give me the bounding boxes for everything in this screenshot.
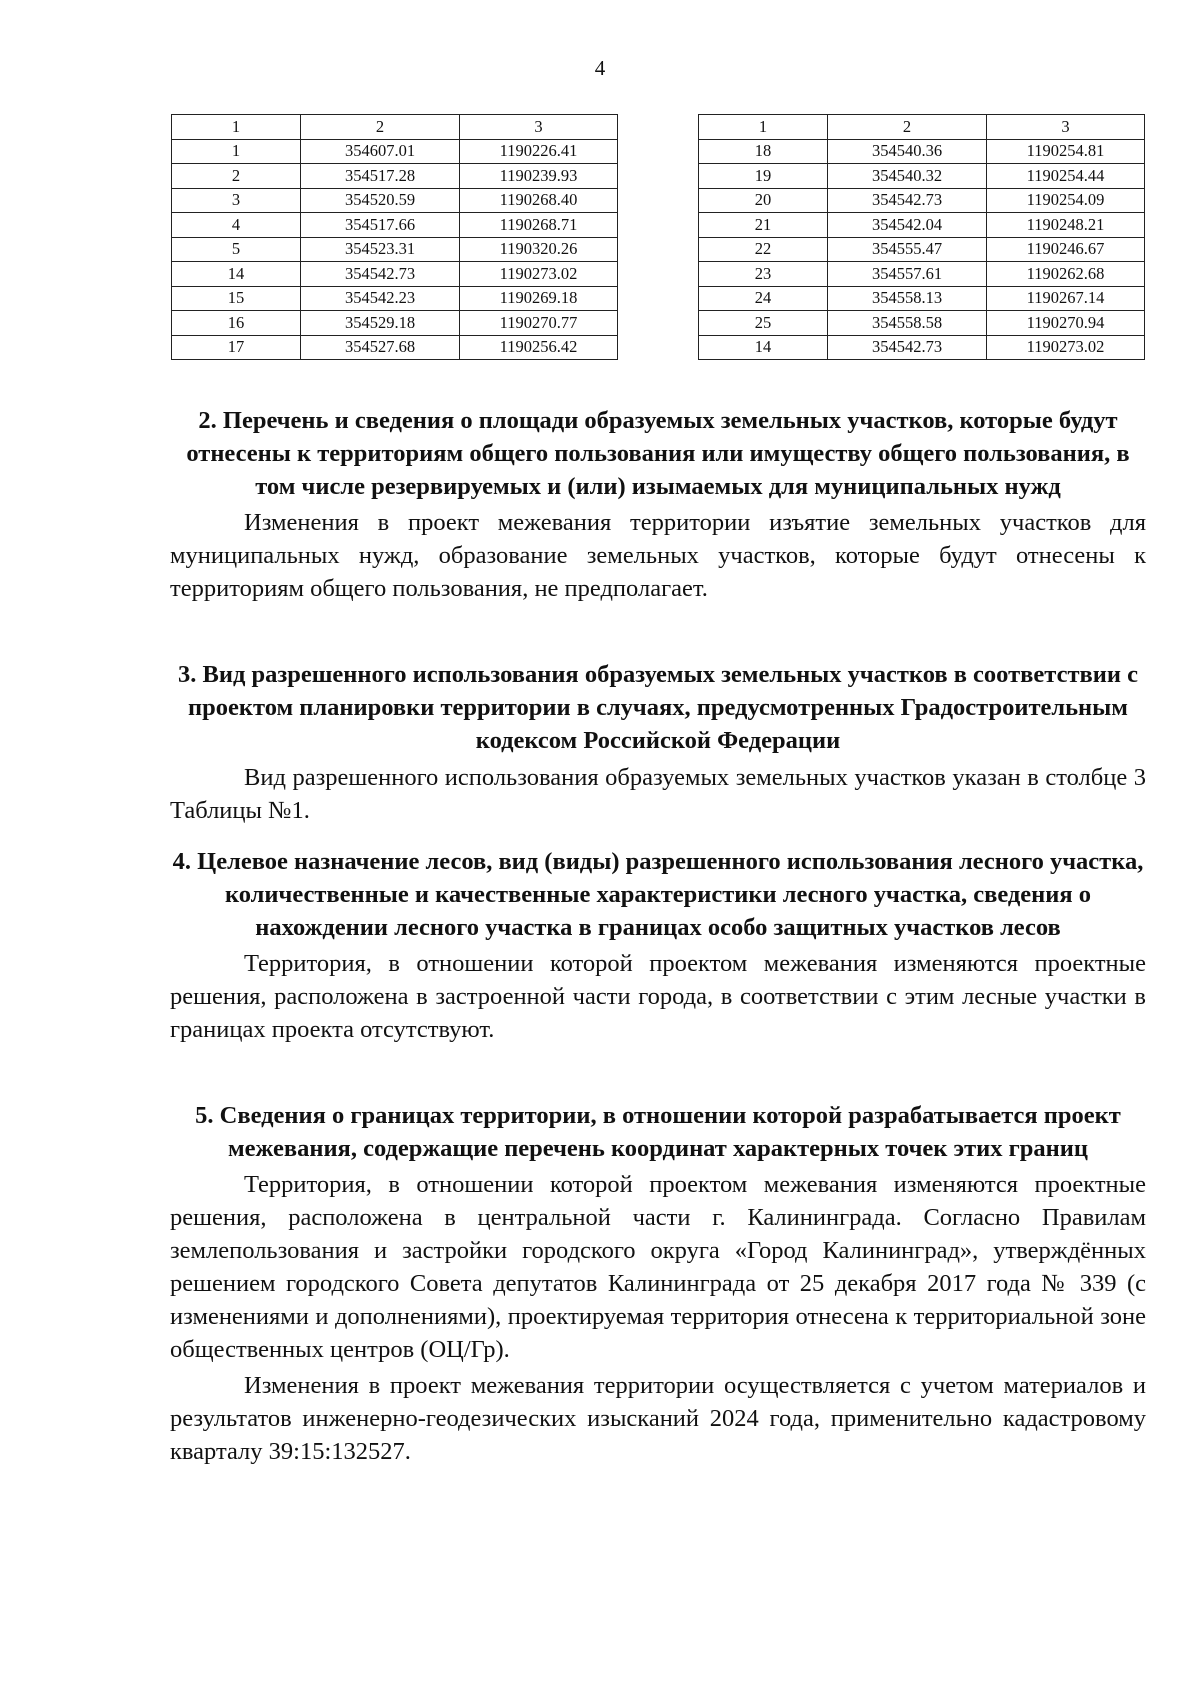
- point-number-cell: 20: [699, 188, 828, 213]
- point-number-cell: 24: [699, 286, 828, 311]
- point-number-cell: 17: [172, 335, 301, 360]
- section-4-paragraph-1: Территория, в отношении которой проектом межевания изменяются проектные решения, расположена в застроенной части города, в соответствии с этим лесные участки в границах проекта отсутствуют.: [170, 950, 1146, 1043]
- page-number: 4: [594, 56, 606, 80]
- point-number-cell: 25: [699, 311, 828, 336]
- point-number-cell: 2: [172, 164, 301, 189]
- section-5-paragraph-2: Изменения в проект межевания территории осуществляется с учетом материалов и результатов инженерно-геодезических изысканий 2024 года, применительно кадастровому кварталу 39:15:132527.: [170, 1372, 1146, 1465]
- x-coordinate-cell: 354542.73: [301, 262, 460, 287]
- section-4-title: 4. Целевое назначение лесов, вид (виды) разрешенного использования лесного участка, количественные и качественные характеристики лесного участка, сведения о нахождении лесного участка в границах особо защитных участков лесов: [172, 848, 1144, 941]
- table-left-body: [172, 115, 618, 360]
- y-coordinate-cell: 1190268.71: [460, 213, 618, 238]
- y-coordinate-cell: 1190254.81: [987, 139, 1145, 164]
- y-coordinate-cell: 1190254.09: [987, 188, 1145, 213]
- y-coordinate-cell: 1190273.02: [987, 335, 1145, 360]
- y-coordinate-cell: 1190273.02: [460, 262, 618, 287]
- y-coordinate-cell: 1190246.67: [987, 237, 1145, 262]
- table-row: [172, 335, 618, 360]
- x-coordinate-cell: 354558.13: [828, 286, 987, 311]
- point-number-cell: 23: [699, 262, 828, 287]
- table-row: [172, 139, 618, 164]
- table-row: [699, 139, 1145, 164]
- table-row: [699, 164, 1145, 189]
- y-coordinate-cell: 1190268.40: [460, 188, 618, 213]
- x-coordinate-cell: 354558.58: [828, 311, 987, 336]
- y-coordinate-cell: 1190270.77: [460, 311, 618, 336]
- y-coordinate-cell: 1190269.18: [460, 286, 618, 311]
- table-row: [699, 237, 1145, 262]
- point-number-cell: 22: [699, 237, 828, 262]
- x-coordinate-cell: 354607.01: [301, 139, 460, 164]
- x-coordinate-cell: 354517.66: [301, 213, 460, 238]
- section-5: [170, 1099, 1146, 1468]
- section-3: [170, 658, 1146, 827]
- table-row: [172, 286, 618, 311]
- point-number-cell: 4: [172, 213, 301, 238]
- y-coordinate-cell: 1190256.42: [460, 335, 618, 360]
- table-header-row: [699, 115, 1145, 140]
- section-5-paragraph-1: Территория, в отношении которой проектом межевания изменяются проектные решения, расположена в центральной части г. Калининграда. Согласно Правилам землепользования и застройки городского округа «Город Калининград», утверждённых решением городского Совета депутатов Калининграда от 25 декабря 2017 года № 339 (с изменениями и дополнениями), проектируемая территория отнесена к территориальной зоне общественных центров (ОЦ/Гр).: [170, 1171, 1146, 1363]
- y-coordinate-cell: 1190239.93: [460, 164, 618, 189]
- point-number-cell: 1: [172, 139, 301, 164]
- x-coordinate-cell: 354517.28: [301, 164, 460, 189]
- table-row: [699, 262, 1145, 287]
- header-cell: 2: [301, 115, 460, 140]
- y-coordinate-cell: 1190262.68: [987, 262, 1145, 287]
- y-coordinate-cell: 1190254.44: [987, 164, 1145, 189]
- point-number-cell: 19: [699, 164, 828, 189]
- table-row: [699, 188, 1145, 213]
- point-number-cell: 14: [699, 335, 828, 360]
- header-cell: 1: [172, 115, 301, 140]
- section-2-title: 2. Перечень и сведения о площади образуемых земельных участков, которые будут отнесены к территориям общего пользования или имуществу общего пользования, в том числе резервируемых и (или) изымаемых для муниципальных нужд: [186, 407, 1130, 500]
- section-3-title: 3. Вид разрешенного использования образуемых земельных участков в соответствии с проектом планировки территории в случаях, предусмотренных Градостроительным кодексом Российской Федерации: [178, 661, 1138, 754]
- x-coordinate-cell: 354542.73: [828, 188, 987, 213]
- header-cell: 3: [987, 115, 1145, 140]
- y-coordinate-cell: 1190226.41: [460, 139, 618, 164]
- point-number-cell: 21: [699, 213, 828, 238]
- y-coordinate-cell: 1190320.26: [460, 237, 618, 262]
- x-coordinate-cell: 354555.47: [828, 237, 987, 262]
- table-right-body: [699, 115, 1145, 360]
- table-row: [699, 311, 1145, 336]
- table-row: [172, 237, 618, 262]
- coordinates-table-right: [698, 114, 1145, 360]
- x-coordinate-cell: 354542.04: [828, 213, 987, 238]
- x-coordinate-cell: 354542.73: [828, 335, 987, 360]
- y-coordinate-cell: 1190267.14: [987, 286, 1145, 311]
- section-2: [170, 404, 1146, 605]
- header-cell: 3: [460, 115, 618, 140]
- x-coordinate-cell: 354529.18: [301, 311, 460, 336]
- table-row: [172, 188, 618, 213]
- table-header-row: [172, 115, 618, 140]
- table-row: [172, 213, 618, 238]
- table-row: [172, 262, 618, 287]
- table-row: [699, 286, 1145, 311]
- section-5-title: 5. Сведения о границах территории, в отношении которой разрабатывается проект межевания, содержащие перечень координат характерных точек этих границ: [195, 1102, 1121, 1162]
- y-coordinate-cell: 1190270.94: [987, 311, 1145, 336]
- point-number-cell: 15: [172, 286, 301, 311]
- section-3-paragraph-1: Вид разрешенного использования образуемых земельных участков указан в столбце 3 Таблицы №1.: [170, 764, 1146, 824]
- point-number-cell: 16: [172, 311, 301, 336]
- point-number-cell: 18: [699, 139, 828, 164]
- table-row: [172, 164, 618, 189]
- x-coordinate-cell: 354540.36: [828, 139, 987, 164]
- table-row: [699, 213, 1145, 238]
- coordinates-table-left: [171, 114, 618, 360]
- x-coordinate-cell: 354527.68: [301, 335, 460, 360]
- x-coordinate-cell: 354542.23: [301, 286, 460, 311]
- header-cell: 2: [828, 115, 987, 140]
- section-2-paragraph-1: Изменения в проект межевания территории изъятие земельных участков для муниципальных нужд, образование земельных участков, которые будут отнесены к территориям общего пользования, не предполагает.: [170, 509, 1146, 602]
- section-4: [170, 845, 1146, 1046]
- table-row: [172, 311, 618, 336]
- x-coordinate-cell: 354520.59: [301, 188, 460, 213]
- x-coordinate-cell: 354523.31: [301, 237, 460, 262]
- table-row: [699, 335, 1145, 360]
- x-coordinate-cell: 354540.32: [828, 164, 987, 189]
- point-number-cell: 5: [172, 237, 301, 262]
- point-number-cell: 14: [172, 262, 301, 287]
- y-coordinate-cell: 1190248.21: [987, 213, 1145, 238]
- x-coordinate-cell: 354557.61: [828, 262, 987, 287]
- header-cell: 1: [699, 115, 828, 140]
- point-number-cell: 3: [172, 188, 301, 213]
